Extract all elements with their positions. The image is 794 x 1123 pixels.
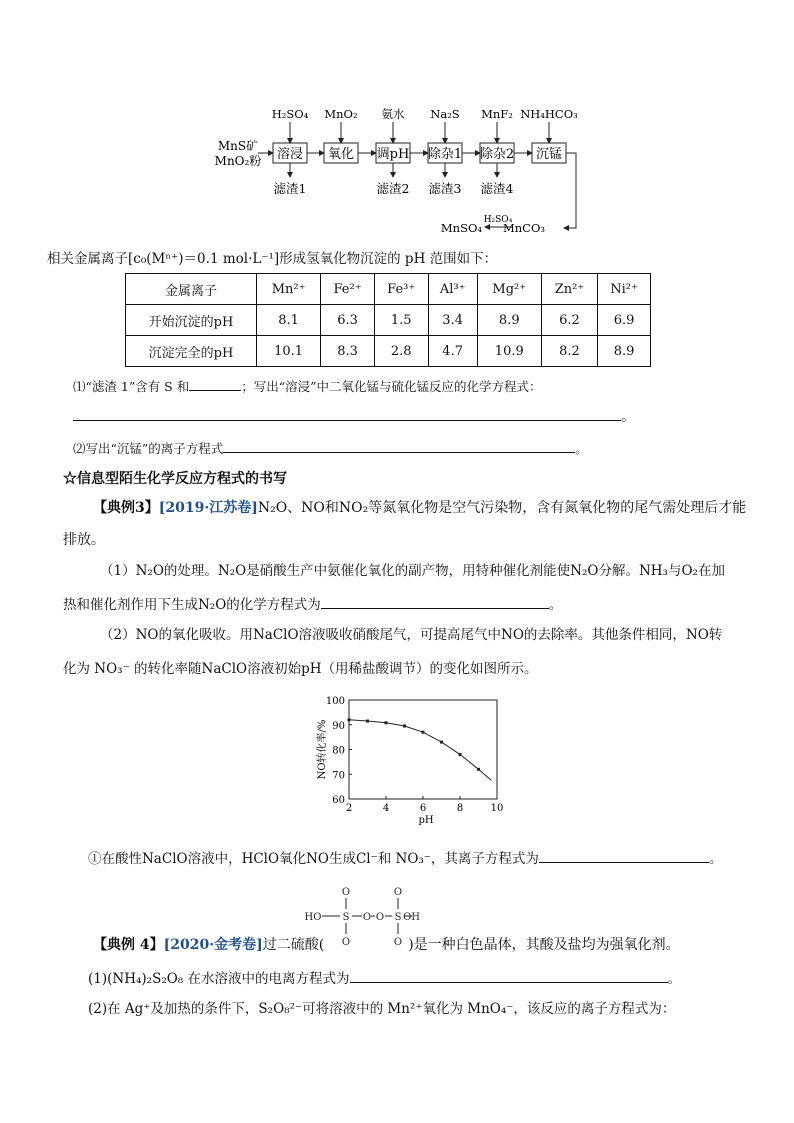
data-point (366, 720, 369, 723)
table-intro: 相关金属离子[c₀(Mⁿ⁺)＝0.1 mol·L⁻¹]形成氢氧化物沉淀的 pH 范围如下： (47, 251, 498, 267)
y-axis-label: NO转化率/% (317, 719, 328, 780)
table-header-cell: 金属离子 (126, 274, 257, 305)
atom-o: O (393, 887, 403, 898)
example-4-q2: (2)在 Ag⁺及加热的条件下，S₂O₈²⁻可将溶液中的 Mn²⁺氧化为 MnO₄⁻，该反应的离子方程式为： (88, 1001, 676, 1017)
table-cell: 沉淀完全的pH (126, 336, 257, 367)
atom-o: O (341, 887, 351, 898)
x-tick-label: 8 (456, 803, 464, 814)
table-header-cell: Fe²⁺ (321, 274, 375, 305)
example-4-text-before: 过二硫酸( (262, 937, 325, 953)
example-3-line-2: 排放。 (63, 532, 105, 548)
table-row (126, 305, 651, 336)
example-3-part-2-line-1: （2）NO的氧化吸收。用NaClO溶液吸收硝酸尾气，可提高尾气中NO的去除率。其他条件相同，NO转 (100, 627, 723, 643)
y-tick-label: 70 (332, 770, 345, 782)
feed-label: MnS矿 (217, 139, 259, 153)
example-4-q1-text: (1)(NH₄)₂S₂O₈ 在水溶液中的电离方程式为 (88, 971, 350, 987)
series-line (349, 720, 491, 781)
period: 。 (621, 409, 635, 425)
example-4-q1 (88, 968, 681, 988)
data-point (477, 768, 480, 771)
table-cell: 10.1 (257, 336, 321, 367)
reagent-label: H₂SO₄ (271, 107, 309, 121)
table-header-cell: Mn²⁺ (257, 274, 321, 305)
example-3-tag: 【典例3】 (93, 500, 159, 516)
example-3-source: [2019·江苏卷] (158, 500, 258, 516)
section-title: ☆信息型陌生化学反应方程式的书写 (63, 471, 287, 487)
product-mid-label: MnCO₃ (502, 221, 545, 235)
answer-blank[interactable] (189, 376, 241, 391)
table-cell: 6.9 (598, 305, 651, 336)
period: 。 (708, 851, 723, 867)
process-flowchart (200, 95, 600, 240)
atom-o: O (393, 937, 403, 948)
table-cell: 4.7 (428, 336, 477, 367)
y-tick-label: 100 (325, 696, 345, 707)
plot-frame (349, 700, 497, 799)
x-tick-label: 10 (490, 803, 504, 814)
residue-label: 滤渣4 (480, 181, 514, 196)
step-label: 除杂1 (427, 147, 463, 162)
atom-o: O (362, 912, 372, 923)
table-header-row (126, 274, 651, 305)
table-cell: 3.4 (428, 305, 477, 336)
example-4-text-after: )是一种白色晶体，其酸及盐均为强氧化剂。 (408, 937, 680, 953)
example-3-part-2-line-2: 化为 NO₃⁻ 的转化率随NaClO溶液初始pH（用稀盐酸调节）的变化如图所示。 (63, 661, 538, 677)
atom-o: O (341, 937, 351, 948)
y-tick-label: 90 (332, 720, 345, 732)
y-tick-label: 60 (332, 795, 345, 806)
step-label: 溶浸 (276, 147, 304, 162)
atom-s: S (342, 912, 350, 923)
product-final-label: MnSO₄ (440, 221, 482, 235)
example-3-sub-1-text: ①在酸性NaClO溶液中，HClO氧化NO生成Cl⁻和 NO₃⁻，其离子方程式为 (88, 851, 539, 867)
answer-blank[interactable] (223, 438, 575, 453)
reagent-label: MnF₂ (481, 107, 513, 121)
residue-label: 滤渣3 (428, 181, 462, 196)
answer-blank[interactable] (350, 968, 668, 983)
atom-s: S (394, 912, 402, 923)
data-point (422, 731, 425, 734)
period: 。 (575, 441, 588, 456)
x-axis-label: pH (418, 815, 434, 826)
step-label: 除杂2 (479, 147, 515, 162)
question-1-answer-line (73, 406, 635, 426)
table-cell: 6.2 (541, 305, 597, 336)
x-tick-label: 2 (345, 803, 353, 814)
period: 。 (548, 597, 563, 613)
reagent-label: Na₂S (430, 107, 460, 121)
table-cell: 开始沉淀的pH (126, 305, 257, 336)
table-cell: 1.5 (374, 305, 428, 336)
example-4-source: [2020·金考卷] (163, 937, 263, 953)
table-cell: 8.3 (321, 336, 375, 367)
residue-label: 滤渣2 (376, 181, 410, 196)
data-point (459, 753, 462, 756)
table-cell: 8.9 (477, 305, 541, 336)
data-point (403, 724, 406, 727)
question-1-text-a: ⑴“滤渣 1”含有 S 和 (73, 379, 190, 394)
example-3-sub-1 (88, 848, 722, 868)
reagent-label: 氨水 (381, 107, 405, 121)
table-cell: 8.2 (541, 336, 597, 367)
step-label: 氧化 (327, 147, 355, 162)
example-4-tag: 【典例 4】 (93, 937, 164, 953)
product-reagent-label: H₂SO₄ (483, 215, 513, 225)
question-1-text-b: ；写出“溶浸”中二氧化锰与硫化锰反应的化学方程式： (241, 379, 542, 394)
example-3-part-1-text: 热和催化剂作用下生成N₂O的化学方程式为 (63, 597, 321, 613)
x-tick-label: 6 (419, 803, 427, 814)
example-4-line-1 (93, 936, 680, 954)
atom-o: O (375, 912, 385, 923)
atom-ho: HO (304, 912, 322, 923)
example-3-line-1 (93, 499, 746, 517)
data-point (385, 721, 388, 724)
table-header-cell: Ni²⁺ (598, 274, 651, 305)
example-3-part-1-line-1: （1）N₂O的处理。N₂O是硝酸生产中氨催化氧化的副产物，用特种催化剂能使N₂O分解。NH₃与O₂在加 (100, 563, 725, 579)
x-tick-label: 4 (382, 803, 390, 814)
no-conversion-chart (300, 690, 510, 830)
table-cell: 10.9 (477, 336, 541, 367)
data-point (348, 718, 351, 721)
table-row (126, 336, 651, 367)
question-2-text: ⑵写出“沉锰”的离子方程式 (73, 441, 224, 456)
y-tick-label: 80 (332, 745, 345, 757)
atom-oh: OH (403, 912, 420, 923)
answer-blank[interactable] (539, 848, 709, 863)
example-3-text: N₂O、NO和NO₂等氮氧化物是空气污染物，含有氮氧化物的尾气需处理后才能 (257, 500, 747, 516)
table-cell: 8.9 (598, 336, 651, 367)
table-cell: 2.8 (374, 336, 428, 367)
table-header-cell: Fe³⁺ (374, 274, 428, 305)
example-3-part-1-line-2 (63, 594, 562, 614)
table-header-cell: Al³⁺ (428, 274, 477, 305)
question-1 (73, 376, 542, 396)
table-cell: 8.1 (257, 305, 321, 336)
residue-label: 滤渣1 (273, 181, 307, 196)
table-header-cell: Mg²⁺ (477, 274, 541, 305)
table-header-cell: Zn²⁺ (541, 274, 597, 305)
reagent-label: MnO₂ (324, 107, 358, 121)
answer-blank[interactable] (321, 594, 549, 609)
feed-label: MnO₂粉 (214, 154, 262, 168)
period: 。 (667, 971, 681, 987)
data-point (440, 741, 443, 744)
ph-range-table (125, 273, 651, 367)
step-label: 沉锰 (535, 147, 563, 162)
step-label: 调pH (376, 147, 410, 162)
answer-blank[interactable] (73, 406, 621, 421)
question-2 (73, 438, 588, 458)
table-cell: 6.3 (321, 305, 375, 336)
reagent-label: NH₄HCO₃ (520, 107, 578, 121)
flow-arrow (564, 153, 576, 228)
